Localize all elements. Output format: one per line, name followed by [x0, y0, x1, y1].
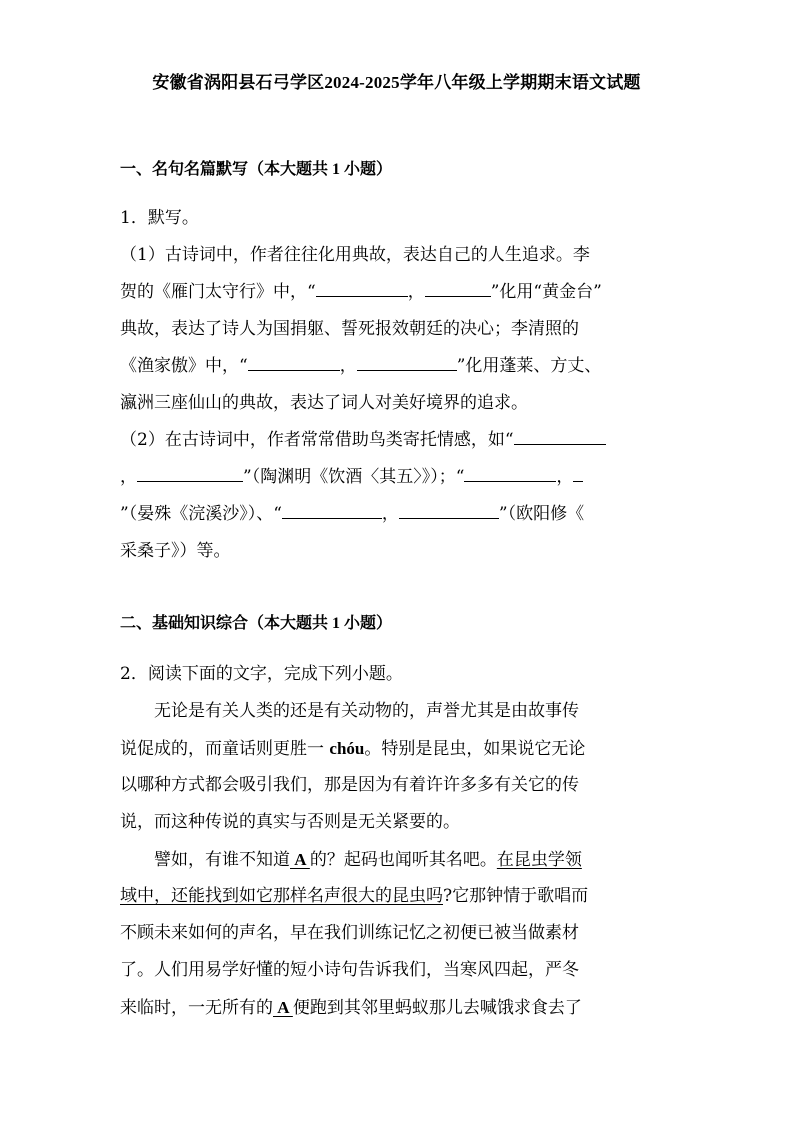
q1-part1-line1: （1）古诗词中，作者往往化用典故，表达自己的人生追求。李 [120, 245, 590, 265]
answer-blank[interactable] [282, 500, 382, 519]
document-title: 安徽省涡阳县石弓学区2024-2025学年八年级上学期期末语文试题 [152, 73, 641, 92]
article-p1-line3: 以哪种方式都会吸引我们，那是因为有着许许多多有关它的传 [120, 775, 579, 795]
text-segment: 说促成的，而童话则更胜一 [120, 739, 330, 759]
answer-blank[interactable] [248, 352, 340, 371]
text-segment: ”（晏殊《浣溪沙》）、“ [120, 504, 282, 524]
text-segment: ?它那钟情于歌唱而 [443, 886, 589, 906]
text-segment: ， [120, 467, 137, 487]
question-1 [120, 200, 675, 570]
q1-part1-line4 [120, 348, 675, 385]
text-segment: 贺的《雁门太守行》中，“ [120, 282, 316, 302]
question-1-label: 1．默写。 [120, 208, 199, 228]
article-p2-line3: 不顾未来如何的声名，早在我们训练记忆之初便已被当做素材 [120, 923, 579, 943]
answer-blank[interactable] [137, 463, 243, 482]
underlined-sentence: 在昆虫学领 [496, 850, 582, 870]
article-p2-line2 [120, 878, 675, 915]
blank-a[interactable]: A [273, 998, 293, 1017]
text-segment: 。特别是昆虫，如果说它无论 [364, 739, 586, 759]
answer-blank[interactable] [425, 278, 491, 297]
text-segment: 譬如，有谁不知道 [120, 850, 290, 870]
article-p2-line1 [120, 841, 675, 878]
article-p1-line4: 说，而这种传说的真实与否则是无关紧要的。 [120, 812, 460, 832]
article-p1-line1: 无论是有关人类的还是有关动物的，声誉尤其是由故事传 [120, 701, 579, 721]
answer-blank[interactable] [573, 463, 583, 482]
text-segment: ， [556, 467, 574, 487]
q1-part1-line5: 瀛洲三座仙山的典故，表达了词人对美好境界的追求。 [120, 393, 528, 413]
q1-part2-line4: 采桑子》）等。 [120, 541, 231, 561]
article-p1-line2 [120, 730, 675, 767]
text-segment: ”化用“黄金台” [490, 282, 602, 302]
q1-part1-line2 [120, 274, 675, 311]
answer-blank[interactable] [514, 426, 606, 445]
underlined-sentence: 域中，还能找到如它那样名声很大的昆虫吗 [120, 886, 443, 906]
text-segment: ”化用蓬莱、方丈、 [456, 356, 602, 376]
answer-blank[interactable] [357, 352, 457, 371]
text-segment: （2）在古诗词中，作者常常借助鸟类寄托情感，如“ [120, 430, 514, 450]
answer-blank[interactable] [316, 278, 408, 297]
text-segment: 来临时，一无所有的 [120, 998, 273, 1018]
text-segment: 便跑到其邻里蚂蚁那儿去喊饿求食去了 [292, 998, 582, 1018]
blank-a[interactable]: A [290, 850, 310, 869]
section-heading-2: 二、基础知识综合（本大题共 1 小题） [120, 615, 393, 632]
article-p2-line4: 了。人们用易学好懂的短小诗句告诉我们，当寒风四起，严冬 [120, 960, 579, 980]
question-2 [120, 656, 675, 1026]
text-segment: ， [339, 356, 357, 376]
text-segment: ”（陶渊明《饮酒〈其五〉》）；“ [243, 467, 465, 487]
text-segment: 的？起码也闻听其名吧。 [309, 850, 497, 870]
text-segment: 《渔家傲》中，“ [120, 356, 248, 376]
text-segment: ， [381, 504, 399, 524]
answer-blank[interactable] [399, 500, 499, 519]
q1-part2-line1 [120, 422, 675, 459]
q1-part2-line2 [120, 459, 675, 496]
text-segment: ， [407, 282, 425, 302]
q1-part2-line3 [120, 496, 675, 533]
article-p2-line5 [120, 989, 675, 1026]
answer-blank[interactable] [464, 463, 556, 482]
question-2-label: 2．阅读下面的文字，完成下列小题。 [120, 664, 403, 684]
pinyin-hint: chóu [329, 739, 365, 758]
section-heading-1: 一、名句名篇默写（本大题共 1 小题） [120, 161, 393, 178]
text-segment: ”（欧阳修《 [498, 504, 585, 524]
q1-part1-line3: 典故，表达了诗人为国捐躯、誓死报效朝廷的决心；李清照的 [120, 319, 579, 339]
